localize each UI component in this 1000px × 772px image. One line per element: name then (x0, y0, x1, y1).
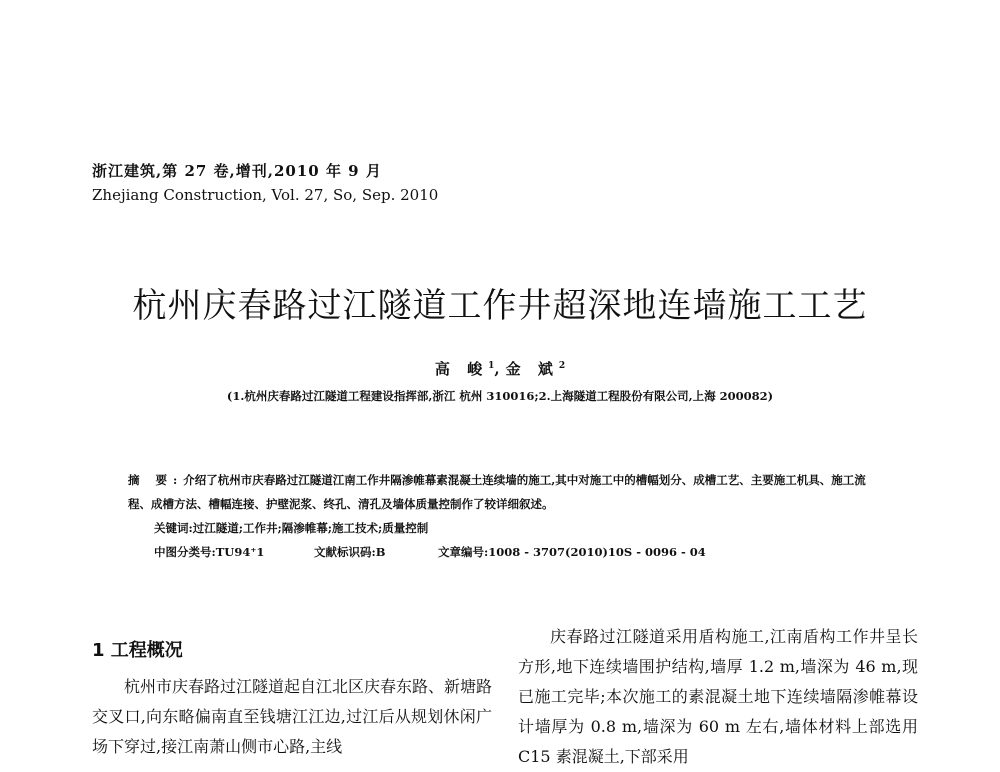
author-affiliation-mark: 2 (558, 361, 566, 371)
body-column-left (92, 672, 492, 762)
body-column-right (518, 622, 918, 772)
keywords-label: 关键词: (154, 521, 193, 535)
body-paragraph: 庆春路过江隧道采用盾构施工,江南盾构工作井呈长方形,地下连续墙围护结构,墙厚 1.2 m,墙深为 46 m,现已施工完毕;本次施工的素混凝土地下连续墙隔渗帷幕设计墙厚为 0.8 m,墙深为 60 m 左右,墙体材料上部选用 C15 素混凝土,下部采用 (518, 627, 918, 766)
journal-citation-cn: 浙江建筑,第 27 卷,增刊,2010 年 9 月 (92, 162, 382, 180)
keywords-text: 过江隧道;工作井;隔渗帷幕;施工技术;质量控制 (192, 521, 429, 535)
author-list (0, 358, 1000, 379)
clc-number: 中图分类号:TU94⁺1 (154, 545, 265, 559)
body-paragraph: 杭州市庆春路过江隧道起自江北区庆春东路、新塘路交叉口,向东略偏南直至钱塘江江边,过江后从规划休闲广场下穿过,接江南萧山侧市心路,主线 (92, 677, 493, 756)
abstract-label: 摘 要: (128, 473, 184, 487)
author-separator: , (494, 360, 506, 378)
article-number: 文章编号:1008 - 3707(2010)10S - 0096 - 04 (438, 545, 706, 559)
document-code: 文献标识码:B (314, 545, 386, 559)
paper-title: 杭州庆春路过江隧道工作井超深地连墙施工工艺 (132, 286, 868, 326)
journal-citation-en: Zhejiang Construction, Vol. 27, So, Sep. 2010 (92, 186, 439, 204)
classification-line (154, 544, 706, 560)
abstract (128, 468, 878, 516)
keywords (154, 520, 428, 536)
abstract-text: 介绍了杭州市庆春路过江隧道江南工作井隔渗帷幕素混凝土连续墙的施工,其中对施工中的槽幅划分、成槽工艺、主要施工机具、施工流程、成槽方法、槽幅连接、护壁泥浆、终孔、清孔及墙体质量控制作了较详细叙述。 (128, 473, 866, 511)
author-name: 金 斌 (505, 360, 559, 378)
section-heading: 1 工程概况 (92, 640, 183, 661)
author-name: 高 峻 (434, 360, 489, 378)
affiliations: (1.杭州庆春路过江隧道工程建设指挥部,浙江 杭州 310016;2.上海隧道工程股份有限公司,上海 200082) (226, 389, 774, 403)
author-affiliation-mark: 1 (488, 361, 495, 371)
